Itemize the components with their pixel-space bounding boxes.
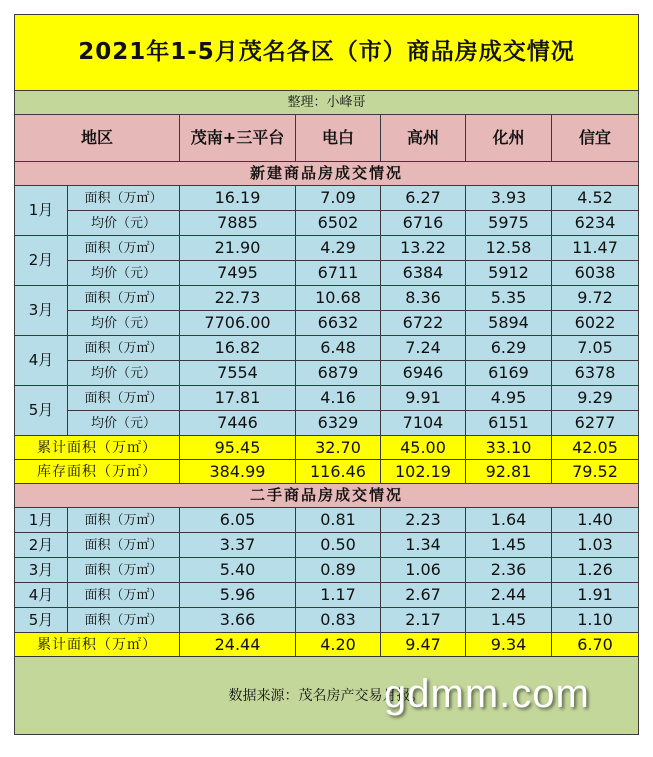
section-title-new: 新建商品房成交情况 <box>15 162 639 186</box>
area-value: 1.03 <box>552 533 639 558</box>
area-value: 1.45 <box>466 608 552 633</box>
area-value: 1.26 <box>552 558 639 583</box>
cumulative-label: 累计面积（万㎡） <box>15 436 180 460</box>
area-value: 6.05 <box>180 508 296 533</box>
area-value: 6.48 <box>296 336 381 361</box>
price-value: 6378 <box>552 361 639 386</box>
header-district: 电白 <box>296 115 381 162</box>
area-value: 1.10 <box>552 608 639 633</box>
table-row <box>15 286 639 311</box>
header-area: 地区 <box>15 115 180 162</box>
area-value: 6.29 <box>466 336 552 361</box>
area-value: 3.66 <box>180 608 296 633</box>
area-value: 5.35 <box>466 286 552 311</box>
cumulative-value: 9.34 <box>466 633 552 657</box>
sheet-title: 2021年1-5月茂名各区（市）商品房成交情况 <box>15 15 639 91</box>
price-value: 7104 <box>381 411 466 436</box>
table-row <box>15 508 639 533</box>
month-label: 2月 <box>15 533 68 558</box>
table-row <box>15 361 639 386</box>
area-value: 9.91 <box>381 386 466 411</box>
month-label: 4月 <box>15 583 68 608</box>
area-value: 8.36 <box>381 286 466 311</box>
inventory-label: 库存面积（万㎡） <box>15 460 180 484</box>
area-label: 面积（万㎡） <box>68 558 180 583</box>
price-value: 6946 <box>381 361 466 386</box>
header-district: 化州 <box>466 115 552 162</box>
cumulative-value: 4.20 <box>296 633 381 657</box>
price-value: 6022 <box>552 311 639 336</box>
area-value: 16.19 <box>180 186 296 211</box>
price-value: 7495 <box>180 261 296 286</box>
housing-sales-table <box>14 14 639 735</box>
price-value: 7885 <box>180 211 296 236</box>
section-title-second-hand: 二手商品房成交情况 <box>15 484 639 508</box>
cumulative-label: 累计面积（万㎡） <box>15 633 180 657</box>
cumulative-value: 45.00 <box>381 436 466 460</box>
watermark: gdmm.com <box>384 672 590 716</box>
inventory-value: 92.81 <box>466 460 552 484</box>
area-label: 面积（万㎡） <box>68 386 180 411</box>
cumulative-row <box>15 633 639 657</box>
price-value: 6038 <box>552 261 639 286</box>
area-value: 1.06 <box>381 558 466 583</box>
area-label: 面积（万㎡） <box>68 186 180 211</box>
area-value: 17.81 <box>180 386 296 411</box>
area-label: 面积（万㎡） <box>68 533 180 558</box>
price-value: 6169 <box>466 361 552 386</box>
area-value: 4.52 <box>552 186 639 211</box>
area-value: 21.90 <box>180 236 296 261</box>
table-row <box>15 186 639 211</box>
month-label: 1月 <box>15 508 68 533</box>
table-row <box>15 583 639 608</box>
header-district: 茂南+三平台 <box>180 115 296 162</box>
table-row <box>15 336 639 361</box>
month-label: 5月 <box>15 608 68 633</box>
area-value: 1.64 <box>466 508 552 533</box>
inventory-row <box>15 460 639 484</box>
area-label: 面积（万㎡） <box>68 286 180 311</box>
area-value: 12.58 <box>466 236 552 261</box>
header-district: 高州 <box>381 115 466 162</box>
price-value: 5975 <box>466 211 552 236</box>
section-row <box>15 484 639 508</box>
price-value: 6151 <box>466 411 552 436</box>
area-value: 7.09 <box>296 186 381 211</box>
price-value: 5912 <box>466 261 552 286</box>
table-row <box>15 236 639 261</box>
area-value: 11.47 <box>552 236 639 261</box>
area-value: 7.05 <box>552 336 639 361</box>
data-source-note: 数据来源：茂名房产交易月报。 <box>15 657 639 735</box>
area-value: 3.37 <box>180 533 296 558</box>
cumulative-value: 6.70 <box>552 633 639 657</box>
table-row <box>15 311 639 336</box>
price-value: 7706.00 <box>180 311 296 336</box>
month-label: 2月 <box>15 236 68 286</box>
area-value: 7.24 <box>381 336 466 361</box>
price-value: 6234 <box>552 211 639 236</box>
price-value: 7446 <box>180 411 296 436</box>
price-value: 6329 <box>296 411 381 436</box>
price-label: 均价（元） <box>68 411 180 436</box>
area-value: 1.45 <box>466 533 552 558</box>
area-label: 面积（万㎡） <box>68 608 180 633</box>
month-label: 3月 <box>15 558 68 583</box>
area-value: 3.93 <box>466 186 552 211</box>
area-value: 6.27 <box>381 186 466 211</box>
price-value: 6277 <box>552 411 639 436</box>
inventory-value: 102.19 <box>381 460 466 484</box>
area-label: 面积（万㎡） <box>68 583 180 608</box>
month-label: 3月 <box>15 286 68 336</box>
area-value: 2.17 <box>381 608 466 633</box>
cumulative-value: 32.70 <box>296 436 381 460</box>
area-value: 4.16 <box>296 386 381 411</box>
area-value: 16.82 <box>180 336 296 361</box>
cumulative-value: 9.47 <box>381 633 466 657</box>
credit-line: 整理：小峰哥 <box>15 91 639 115</box>
price-label: 均价（元） <box>68 211 180 236</box>
area-value: 5.40 <box>180 558 296 583</box>
inventory-value: 116.46 <box>296 460 381 484</box>
area-value: 1.34 <box>381 533 466 558</box>
price-value: 6502 <box>296 211 381 236</box>
price-value: 6716 <box>381 211 466 236</box>
price-value: 6711 <box>296 261 381 286</box>
area-value: 2.67 <box>381 583 466 608</box>
table-row <box>15 533 639 558</box>
area-value: 0.89 <box>296 558 381 583</box>
area-value: 0.81 <box>296 508 381 533</box>
table-row <box>15 411 639 436</box>
table-row <box>15 386 639 411</box>
price-label: 均价（元） <box>68 261 180 286</box>
area-value: 2.36 <box>466 558 552 583</box>
area-value: 1.91 <box>552 583 639 608</box>
table-row <box>15 608 639 633</box>
cumulative-value: 42.05 <box>552 436 639 460</box>
cumulative-value: 33.10 <box>466 436 552 460</box>
month-label: 5月 <box>15 386 68 436</box>
area-value: 0.50 <box>296 533 381 558</box>
area-value: 1.17 <box>296 583 381 608</box>
area-value: 2.23 <box>381 508 466 533</box>
area-value: 9.29 <box>552 386 639 411</box>
area-value: 0.83 <box>296 608 381 633</box>
area-value: 10.68 <box>296 286 381 311</box>
price-value: 6384 <box>381 261 466 286</box>
area-value: 9.72 <box>552 286 639 311</box>
table-row <box>15 211 639 236</box>
area-value: 4.29 <box>296 236 381 261</box>
month-label: 4月 <box>15 336 68 386</box>
area-value: 13.22 <box>381 236 466 261</box>
area-value: 22.73 <box>180 286 296 311</box>
cumulative-row <box>15 436 639 460</box>
table-row <box>15 558 639 583</box>
price-label: 均价（元） <box>68 311 180 336</box>
inventory-value: 79.52 <box>552 460 639 484</box>
header-district: 信宜 <box>552 115 639 162</box>
price-value: 6879 <box>296 361 381 386</box>
month-label: 1月 <box>15 186 68 236</box>
price-value: 5894 <box>466 311 552 336</box>
area-value: 5.96 <box>180 583 296 608</box>
area-label: 面积（万㎡） <box>68 508 180 533</box>
area-value: 1.40 <box>552 508 639 533</box>
cumulative-value: 24.44 <box>180 633 296 657</box>
inventory-value: 384.99 <box>180 460 296 484</box>
area-label: 面积（万㎡） <box>68 336 180 361</box>
price-value: 6722 <box>381 311 466 336</box>
price-value: 7554 <box>180 361 296 386</box>
table-row <box>15 261 639 286</box>
cumulative-value: 95.45 <box>180 436 296 460</box>
price-label: 均价（元） <box>68 361 180 386</box>
price-value: 6632 <box>296 311 381 336</box>
area-value: 2.44 <box>466 583 552 608</box>
area-value: 4.95 <box>466 386 552 411</box>
area-label: 面积（万㎡） <box>68 236 180 261</box>
